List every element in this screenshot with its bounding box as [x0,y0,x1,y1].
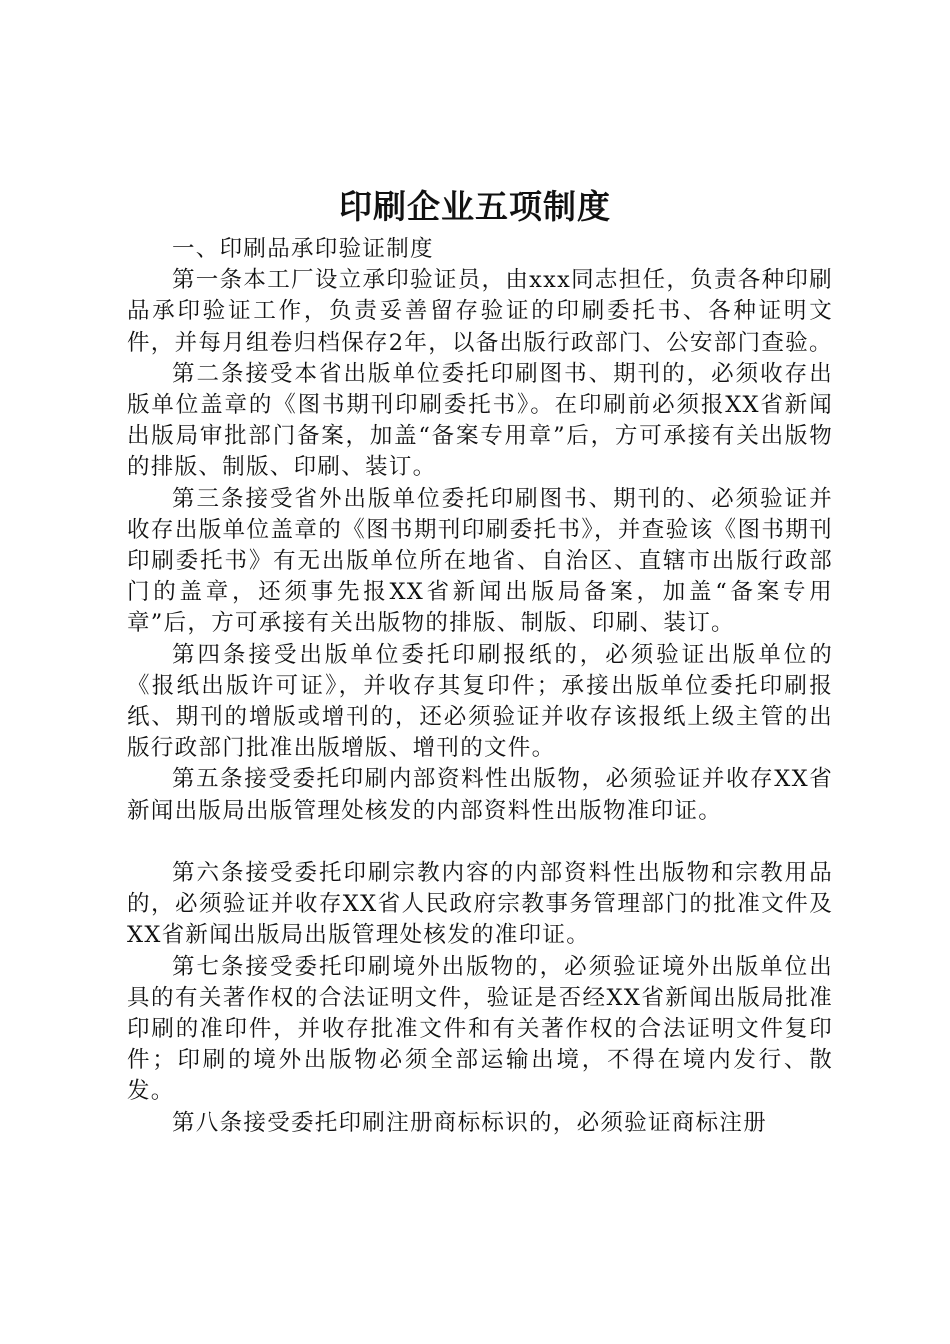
article-4: 第四条接受出版单位委托印刷报纸的，必须验证出版单位的《报纸出版许可证》，并收存其复印件；承接出版单位委托印刷报纸、期刊的增版或增刊的，还必须验证并收存该报纸上级主管的出版行政部门批准出版增版、增刊的文件。 [127,641,833,762]
article-6: 第六条接受委托印刷宗教内容的内部资料性出版物和宗教用品的，必须验证并收存XX省人民政府宗教事务管理部门的批准文件及XX省新闻出版局出版管理处核发的准印证。 [127,860,833,949]
section-heading: 一、印刷品承印验证制度 [172,236,434,262]
article-1: 第一条本工厂设立承印验证员，由xxx同志担任，负责各种印刷品承印验证工作，负责妥善留存验证的印刷委托书、各种证明文件，并每月组卷归档保存2年，以备出版行政部门、公安部门查验。 [127,267,833,356]
document-body [127,234,833,1139]
document-title: 印刷企业五项制度 [339,187,611,226]
paragraph-gap [127,827,833,858]
article-8: 第八条接受委托印刷注册商标标识的，必须验证商标注册 [172,1109,768,1136]
article-3: 第三条接受省外出版单位委托印刷图书、期刊的、必须验证并收存出版单位盖章的《图书期刊印刷委托书》，并查验该《图书期刊印刷委托书》有无出版单位所在地省、自治区、直辖市出版行政部门的盖章，还须事先报XX省新闻出版局备案，加盖“备案专用章”后，方可承接有关出版物的排版、制版、印刷、装订。 [127,485,833,637]
article-2: 第二条接受本省出版单位委托印刷图书、期刊的，必须收存出版单位盖章的《图书期刊印刷委托书》。在印刷前必须报XX省新闻出版局审批部门备案，加盖“备案专用章”后，方可承接有关出版物的排版、制版、印刷、装订。 [127,360,833,481]
article-7: 第七条接受委托印刷境外出版物的，必须验证境外出版单位出具的有关著作权的合法证明文件，验证是否经XX省新闻出版局批准印刷的准印件，并收存批准文件和有关著作权的合法证明文件复印件；印刷的境外出版物必须全部运输出境，不得在境内发行、散发。 [127,953,833,1105]
article-5: 第五条接受委托印刷内部资料性出版物，必须验证并收存XX省新闻出版局出版管理处核发的内部资料性出版物准印证。 [127,766,833,824]
